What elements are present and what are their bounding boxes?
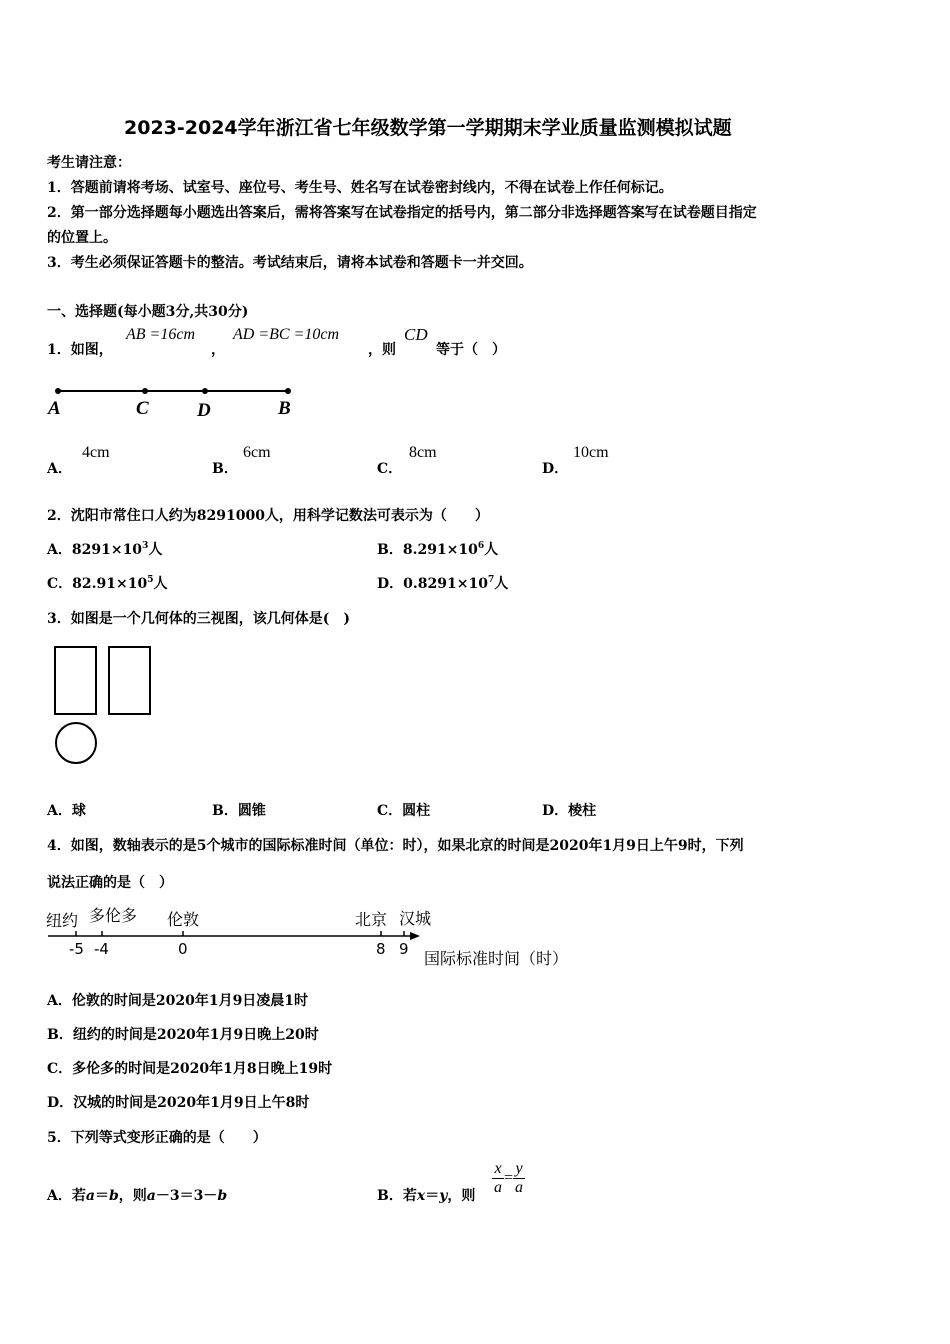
q3-option-c [377,800,430,820]
q1-expr-cd: CD [404,325,428,344]
q4-stem-line2: 说法正确的是（ ） [47,875,173,891]
q4-option-c: C．多伦多的时间是2020年1月8日晚上19时 [47,1061,333,1077]
q1-option-d-value: 10cm [573,444,609,461]
q1-expr-ab [126,326,195,344]
q1-option-a-letter: A． [47,461,72,477]
q5-option-b-equation [492,1160,525,1197]
notice-heading: 考生请注意： [47,155,131,171]
q3-option-d-letter: D． [542,803,569,819]
q3-option-a-letter: A． [47,803,72,819]
city-label-seoul: 汉城 [399,909,432,928]
point-a-dot [55,388,61,394]
point-d-label: D [197,400,211,421]
axis-arrow [410,932,420,940]
q1-suffix: 等于（ ） [436,342,506,358]
city-label-beijing: 北京 [355,910,388,929]
q1-prefix: 1．如图， [47,342,113,358]
q2-stem: 2．沈阳市常住口人约为8291000人，用科学记数法可表示为（ ） [47,508,489,524]
q5-option-a-letter: A． [47,1188,72,1204]
q3-option-b-letter: B． [212,803,238,819]
q2-option-d-unit: 人 [494,576,509,592]
q1-option-d-letter: D． [542,461,569,477]
q3-option-d [542,800,596,820]
fraction-equals: = [504,1169,514,1187]
side-view-rect [109,647,150,714]
tick-label-9: 9 [399,940,409,958]
q2-option-b-letter: B． [377,542,403,558]
q3-three-views-figure [50,642,160,772]
q2-option-a [47,539,162,559]
page-title: 2023-2024学年浙江省七年级数学第一学期期末学业质量监测模拟试题 [124,117,732,139]
point-b-dot [285,388,291,394]
q2-option-a-exp: 3 [142,541,149,551]
q2-option-a-unit: 人 [148,542,163,558]
q2-option-a-base: 8291×10 [71,542,143,558]
q1-option-a-value: 4cm [82,444,110,461]
q2-option-d-exp: 7 [487,575,495,585]
q5-option-b-if: 若 [402,1188,417,1204]
q2-option-c [47,573,167,593]
notice-item: 3．考生必须保证答题卡的整洁。考试结束后，请将本试卷和答题卡一并交回。 [47,255,533,271]
front-view-rect [55,647,96,714]
city-label-london: 伦敦 [167,910,200,929]
tick-label-8: 8 [376,940,386,958]
q5-option-a-var-b: b [108,1188,119,1204]
q3-option-b-value: 圆锥 [237,803,266,819]
section-heading: 一、选择题(每小题3分,共30分) [47,304,249,320]
tick-label-0: 0 [178,940,188,958]
q5-option-a-then: ，则 [118,1188,147,1204]
city-label-newyork: 纽约 [46,911,79,930]
point-c-dot [142,388,148,394]
q2-option-c-letter: C． [47,576,73,592]
top-view-circle [56,723,96,763]
q5-option-b [377,1185,475,1205]
q4-option-a: A．伦敦的时间是2020年1月9日凌晨1时 [47,993,309,1009]
q2-option-b-unit: 人 [484,542,499,558]
q2-option-c-base: 82.91×10 [72,576,148,592]
q1-option-c-value: 8cm [409,444,437,461]
tick-label-minus4: -4 [94,940,109,958]
q1-expr-ad-bc-text: AD =BC =10cm [233,326,340,343]
q5-option-b-var-x: x [416,1188,426,1204]
q5-option-a-if: 若 [71,1188,86,1204]
q2-option-c-unit: 人 [153,576,168,592]
q5-stem: 5．下列等式变形正确的是（ ） [47,1130,267,1146]
axis-label: 国际标准时间（时） [424,949,569,968]
q2-option-c-exp: 5 [147,575,154,585]
q1-then: ，则 [368,342,396,358]
q5-option-a-var-b2: b [217,1188,228,1204]
point-c-label: C [136,398,149,419]
q4-option-d: D．汉城的时间是2020年1月9日上午8时 [47,1095,310,1111]
q4-option-b: B．纽约的时间是2020年1月9日晚上20时 [47,1027,319,1043]
point-a-label: A [48,398,61,419]
notice-item: 2．第一部分选择题每小题选出答案后，需将答案写在试卷指定的括号内，第二部分非选择题答案写在试卷题目指定 [47,205,757,221]
q5-option-b-then: ，则 [447,1188,476,1204]
q3-option-d-value: 棱柱 [568,803,597,819]
fraction-numerator: y [513,1160,525,1179]
q2-option-a-letter: A． [47,542,72,558]
q5-option-a-rest: －3＝3－ [155,1188,218,1204]
tick-label-minus5: -5 [69,940,84,958]
q3-option-c-letter: C． [377,803,403,819]
point-d-dot [202,388,208,394]
q3-option-a [47,800,86,820]
fraction-denominator: a [494,1179,502,1196]
q2-option-b-base: 8.291×10 [402,542,478,558]
q5-option-b-letter: B． [377,1188,403,1204]
q5-option-a-eq: ＝ [94,1188,109,1204]
q3-option-a-value: 球 [71,803,86,819]
q1-expr-ad-bc [233,326,339,344]
q1-option-b-value: 6cm [243,444,271,461]
q3-option-b [212,800,266,820]
q5-option-b-var-y: y [439,1188,448,1204]
q2-option-b-exp: 6 [477,541,485,551]
q1-option-c-letter: C． [377,461,403,477]
notice-item: 1．答题前请将考场、试室号、座位号、考生号、姓名写在试卷密封线内，不得在试卷上作任何标记。 [47,180,673,196]
fraction-y-over-a [513,1160,525,1197]
fraction-numerator: x [492,1160,504,1179]
q5-option-a [47,1185,227,1205]
fraction-x-over-a [492,1160,504,1197]
city-label-toronto: 多伦多 [89,906,138,925]
q2-option-d-letter: D． [377,576,404,592]
q1-expr-ab-text: AB =16cm [126,326,195,343]
point-b-label: B [278,398,291,419]
q5-option-a-var-a2: a [146,1188,156,1204]
q4-stem-line1: 4．如图，数轴表示的是5个城市的国际标准时间（单位：时），如果北京的时间是2020年1月9日上午9时，下列 [47,838,744,854]
q2-option-d-base: 0.8291×10 [403,576,488,592]
notice-item: 的位置上。 [47,230,117,246]
q1-comma: ， [211,342,225,358]
q3-option-c-value: 圆柱 [402,803,431,819]
fraction-denominator: a [515,1179,524,1196]
q2-option-d [377,573,508,593]
q2-option-b [377,539,498,559]
q5-option-b-eq: ＝ [425,1188,440,1204]
q5-option-a-var-a: a [85,1188,95,1204]
q3-stem: 3．如图是一个几何体的三视图，该几何体是( ) [47,611,350,627]
q1-segment-figure [44,380,304,425]
q1-option-b-letter: B． [212,461,238,477]
